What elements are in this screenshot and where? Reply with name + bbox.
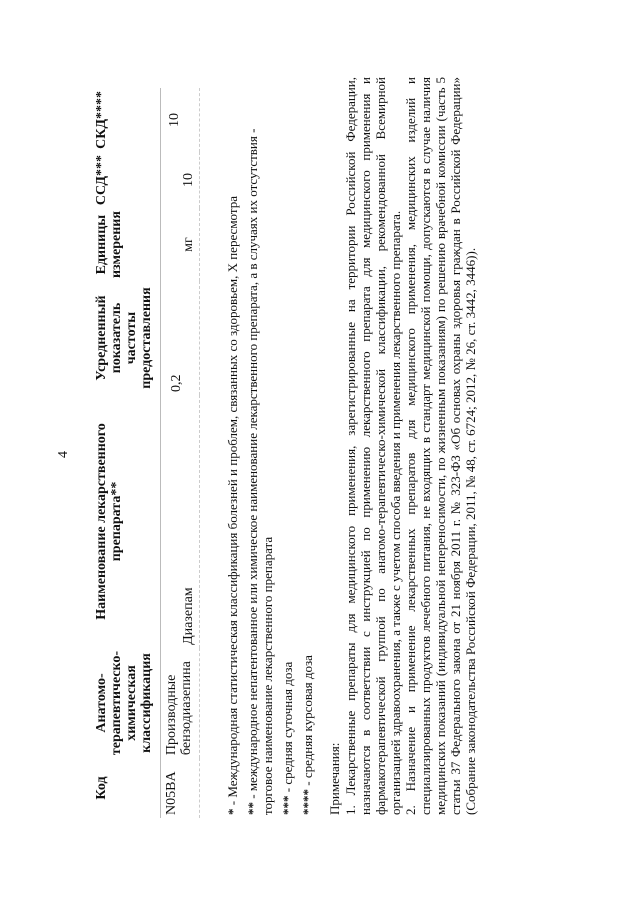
footnotes	[225, 80, 320, 815]
cell-units: мг	[161, 208, 200, 281]
footnote-mark: *	[225, 808, 240, 815]
footnote-text: - средняя суточная доза	[280, 661, 295, 796]
footnote	[300, 80, 315, 815]
footnote-mark: **	[245, 802, 260, 815]
remark-item: 2. Назначение и применение лекарственных препаратов для медицинского применения, медицинских изделий и специализированных продуктов лечебного питания, не входящих в стандарт медицинской помощи, допускаются в случае наличия медицинских показаний (индивидуальной непереносимости, по жизненным показаниям) по решению врачебной комиссии (часть 5 статьи 37 Федерального закона от 21 ноября 2011 г. № 323-ФЗ «Об основах охраны здоровья граждан в Российской Федерации» (Собрание законодательства Российской Федерации, 2011, № 48, ст. 6724; 2012, № 26, ст. 3442, 3446)).	[403, 77, 478, 815]
header-code: Код	[90, 758, 161, 818]
drug-table	[90, 88, 200, 818]
footnote-text: - международное непатентованное или химическое наименование лекарственного препарата, а в случаях их отсутствия - торговое наименование лекарственного препарата	[245, 128, 275, 815]
table-header-row	[90, 88, 161, 818]
cell-skd: 10	[161, 88, 200, 152]
header-avg-frequency: Усредненный показатель частоты предоставления	[90, 281, 161, 395]
header-units: Единицы измерения	[90, 208, 161, 281]
remarks-section	[327, 77, 478, 815]
footnote	[245, 80, 275, 815]
page-number: 4	[56, 451, 71, 458]
footnote-text: - Международная статистическая классификация болезней и проблем, связанных со здоровьем, X пересмотра	[225, 196, 240, 809]
table-row	[161, 88, 200, 818]
footnote-text: - средняя курсовая доза	[300, 655, 315, 789]
footnote	[225, 80, 240, 815]
remark-item: 1. Лекарственные препараты для медицинского применения, зарегистрированные на территории Российской Федерации, назначаются в соответствии с инструкцией по применению лекарственного препарата для медицинского применения и фармакотерапевтической группой по анатомо-терапевтическо-химической классификации, рекомендованной Всемирной организацией здравоохранения, а также с учетом способа введения и применения лекарственного препарата.	[343, 77, 403, 815]
cell-drug-name: Диазепам	[161, 395, 200, 648]
cell-atc: Производные бензодиазепина	[161, 648, 200, 758]
header-skd: СКД****	[90, 88, 161, 152]
remarks-title: Примечания:	[327, 742, 342, 815]
footnote	[280, 80, 295, 815]
header-drug-name: Наименование лекарственного препарата**	[90, 395, 161, 648]
cell-code: N05BA	[161, 758, 200, 818]
cell-avg-frequency: 0,2	[161, 281, 200, 395]
cell-ssd: 10	[161, 152, 200, 208]
footnote-mark: ***	[280, 795, 295, 815]
header-atc: Анатомо-терапевтическо-химическая классификация	[90, 648, 161, 758]
header-ssd: ССД***	[90, 152, 161, 208]
footnote-mark: ****	[300, 789, 315, 815]
